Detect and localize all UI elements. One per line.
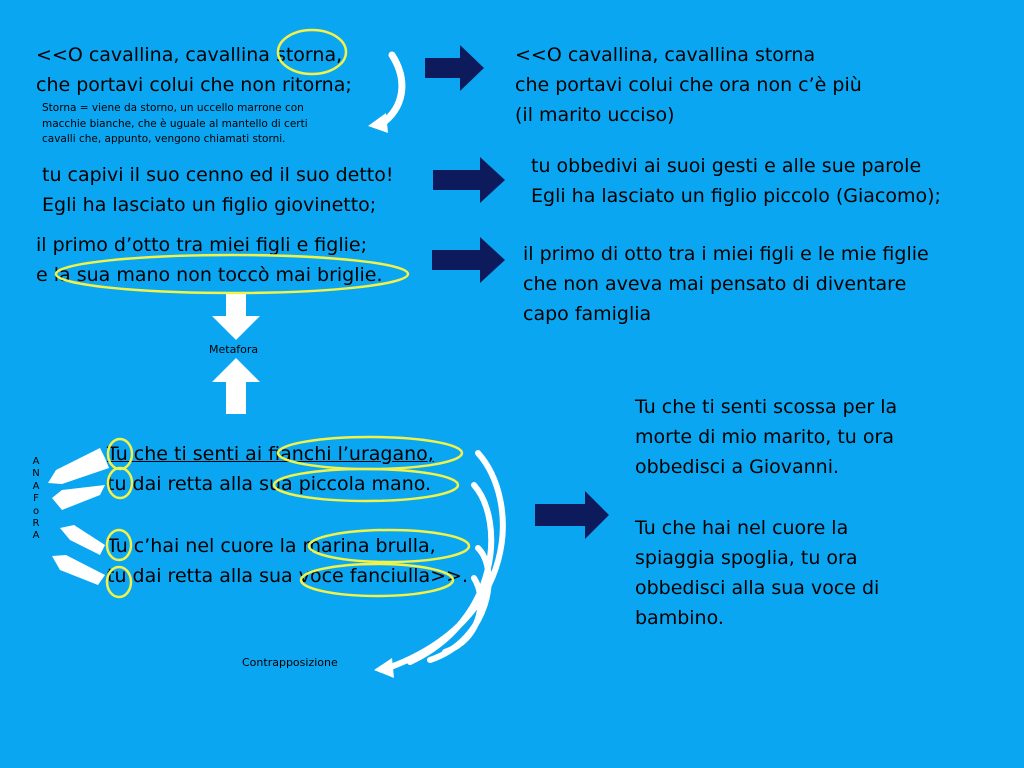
- highlight-ellipse-storna: [278, 30, 346, 74]
- highlight-ellipse-tu-2: [108, 468, 132, 498]
- paraphrase-3: il primo di otto tra i miei figli e le mie figlie che non aveva mai pensato di diventare capo famiglia: [523, 243, 929, 325]
- dark-arrow-right-icon: [433, 157, 505, 203]
- paraphrase-1: <<O cavallina, cavallina storna che portavi colui che ora non c’è più (il marito ucciso): [515, 44, 862, 126]
- curved-arrow-icon: [380, 55, 402, 125]
- white-arrow-up-icon: [212, 358, 260, 414]
- paraphrase-4: Tu che ti senti scossa per la morte di mio marito, tu ora obbedisci a Giovanni.: [635, 396, 898, 478]
- highlight-ellipse-voce-fanciulla: [301, 564, 453, 596]
- highlight-ellipse-briglie: [56, 255, 408, 293]
- highlight-ellipse-tu-1: [108, 439, 132, 469]
- dark-arrow-right-icon: [425, 45, 484, 91]
- highlight-ellipse-marina-brulla: [309, 530, 469, 562]
- dark-arrow-right-icon: [535, 491, 609, 539]
- highlight-ellipse-tu-3: [107, 530, 131, 560]
- verse-block-2: tu capivi il suo cenno ed il suo detto! Egli ha lasciato un figlio giovinetto;: [42, 164, 394, 216]
- curved-arrow-icon: [410, 485, 491, 662]
- contrapposizione-label: Contrapposizione: [242, 656, 338, 669]
- verse-block-4: Tu che ti senti ai fianchi l’uragano, tu dai retta alla sua piccola mano.: [107, 443, 434, 495]
- highlight-ellipse-fianchi: [278, 437, 462, 469]
- verse-block-3: il primo d’otto tra miei figli e figlie; e la sua mano non toccò mai briglie.: [36, 234, 383, 286]
- paraphrase-5: Tu che hai nel cuore la spiaggia spoglia, tu ora obbedisci alla sua voce di bambino.: [635, 517, 880, 629]
- anafora-arrow-icon: [52, 555, 105, 585]
- white-arrow-down-icon: [212, 292, 260, 340]
- highlight-ellipse-piccola-mano: [274, 469, 458, 501]
- anafora-arrow-icon: [52, 485, 105, 510]
- paraphrase-2: tu obbedivi ai suoi gesti e alle sue parole Egli ha lasciato un figlio piccolo (Giacomo);: [531, 155, 941, 207]
- highlight-ellipse-tu-4: [107, 567, 131, 597]
- storna-note: Storna = viene da storno, un uccello marrone con macchie bianche, che è uguale al mantello di certi cavalli che, appunto, vengono chiamati storni.: [42, 102, 308, 145]
- arrow-head-icon: [368, 113, 388, 133]
- verse-block-5: Tu c’hai nel cuore la marina brulla, tu dai retta alla sua voce fanciulla>>.: [107, 535, 468, 587]
- metafora-label: Metafora: [209, 343, 259, 356]
- arrow-head-icon: [374, 658, 394, 678]
- verse-block-1: <<O cavallina, cavallina storna, che portavi colui che non ritorna;: [36, 44, 352, 96]
- anafora-arrow-icon: [60, 525, 105, 555]
- anafora-label: A N A F o R A: [32, 456, 40, 542]
- dark-arrow-right-icon: [432, 237, 505, 283]
- curved-arrow-icon: [445, 578, 481, 652]
- anafora-arrow-icon: [48, 448, 109, 484]
